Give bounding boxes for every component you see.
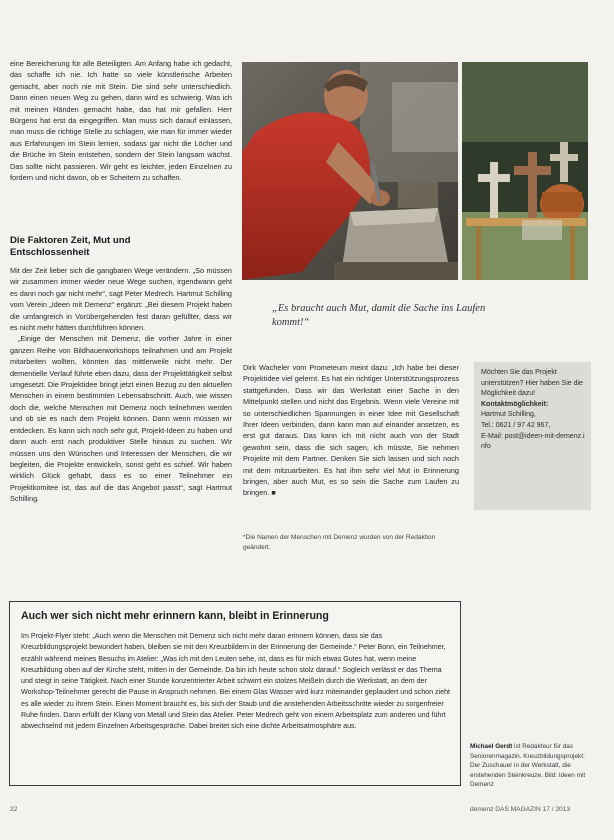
contact-phone: Tel.: 0621 / 97 42 967, bbox=[481, 421, 551, 429]
photo-caption bbox=[470, 742, 592, 790]
memory-box bbox=[9, 601, 461, 786]
stone-crosses-icon bbox=[462, 62, 588, 280]
pull-quote bbox=[272, 302, 502, 329]
contact-email: E-Mail: post@ideen-mit-demenz.info bbox=[481, 432, 585, 451]
support-info-box bbox=[474, 362, 591, 510]
body-paragraph-1: Mit der Zeit lieber sich die gangbaren Wege verändern. „So müssen wir zusammen immer wieder neue Wege suchen, irgendwann geht es dann noch gar nicht mehr“, sagt Peter Medrech. Hartmut Schilling vom Verein „Ideen mit Demenz“ ergänzt: „Bei diesem Projekt haben die umfangreich in Vorübergehenden fest daran gefüllter, dass wir es nicht mehr hätten durchführen können. bbox=[10, 266, 232, 333]
column-left-top bbox=[10, 58, 232, 183]
footnote-text: *Die Namen der Menschen mit Demenz wurden von der Redaktion geändert. bbox=[243, 534, 436, 551]
sculptor-at-work-icon bbox=[242, 62, 458, 280]
support-lead: Möchten Sie das Projekt unterstützen? Hier haben Sie die Möglichkeit dazu! bbox=[481, 369, 583, 398]
column-left-bottom bbox=[10, 265, 232, 505]
memory-box-body: Im Projekt-Flyer steht: „Auch wenn die Menschen mit Demenz sich nicht mehr daran erinnern können, dass sie das Kreuzbildungsprojekt bewundert haben, bleiben sie mit den Kreuzbildern in der Erinnerung der Gemeinde.“ Peter Bonn, ein Teilnehmer, erzählt während meines Besuchs im Atelier: „Was ich mit den Leuten sehe, ist, dass es für mich etwas Gutes hat, wenn meine Kreuzbildung oben auf der Kirche steht, mitten in der Gemeinde. Da bin ich heute schon stolz darauf.“ Sogleich verlässt er das Thema und steigt in seine Tätigkeit. Nach einer Stunde konzentrierter Arbeit schwirrt ein stolzes Meißeln durch die Werkstatt, an dem der Workshop-Teilnehmer gerecht die Pause in Anspruch nehmen. Bei einem Glas Wasser wird kurz miteinander geplaudert und schon zieht es alle wieder zu ihrem Stein. Einen Moment braucht es, bis sich der Staub und die anstehenden Arbeitsschritte wieder zu sorgenfreier Ruhe finden. Dann erfüllt der Klang von Metall und Stein das Atelier. Peter Medrech geht von einem Arbeitsplatz zum anderen und führt abwechselnd mit jedem Einzelnen Arbeitsgespräche. Dabei breitet sich eine dichte Arbeitsatmosphäre aus. bbox=[21, 632, 450, 731]
caption-text: ist Redakteur für das Seniorenmagazin. Kreuzbildungsprojekt: Der Zuschauer in der Werkstatt, die erstehenden Steinkreuze. Bild: Ideen mit Demenz bbox=[470, 743, 586, 789]
end-mark: ■ bbox=[271, 488, 276, 498]
publication-footer bbox=[470, 806, 570, 813]
body-paragraph-2: „Einige der Menschen mit Demenz, die vorher Jahre in einer ganzen Reihe von Bildhauerworkshops teilnahmen und am Projekt mitarbeiten wollten, könnten das mittlerweile nicht mehr. Der dementielle Verlauf führte eben dazu, dass der Projekttätigkeit selbst umgesetzt. Die Projektidee bringt jetzt einen Bezug zu den aktuellen Menschen in einem bestimmten Lebensabschnitt. Auch, wie wissen doch die, welche Menschen mit Demenz noch teilnehmen werden und ob sie es nach dem Projekt können. Dann wenn müssen wir entdecken. Es kann sich noch sehr gut, Projekt-Ideen zu haben und dann auch erst nach produktiver Stelle hinaus zu suchen. Wir müssen uns den Wünschen und Interessen der Menschen, die wir begleiten, die Projekte entwickeln, sonst geht es schief. Wir haben wirklich Glück gehabt, dass es so einer Teilnehmer ein Projektkomitee ist, das auf die das Angebot passt“, sagt Hartmut Schilling. bbox=[10, 334, 232, 504]
photo-stone-crosses bbox=[462, 62, 588, 280]
body-text-right-content: Dirk Wacheler vom Prometeum meint dazu: „Ich habe bei dieser Projektidee viel gelernt. Es hat ein richtiger Unterstützungsprozess stattgefunden. Dass wir das Werkstatt einer Sache in den Mittelpunkt stellen und nicht das Ergebnis. Wenn viele Vereine mit so unterschiedlichen Spannungen in einer Idee mit Gesellschaft Ihrer Ideen verbinden, dann kann man auf einander ansetzen, es erst gut daraus. Das kann ich mit nicht auch von der Stadt gewohnt sein, dass die sich sagen, ich müsste, Sie nehmen Projekte mit dem Partner, Denken Sie sich lassen und sich noch mit dem mitzuarbeiten. Es hat ihm sehr viel Mut in Erinnerung bringen, aber auch Mut, es so sein die Sache zum Laufen zu bringen. bbox=[243, 363, 459, 498]
footnote bbox=[243, 533, 443, 552]
subheading-block bbox=[10, 235, 210, 258]
page-number bbox=[10, 806, 17, 813]
body-text-right bbox=[243, 362, 459, 499]
contact-name: Hartmut Schilling, bbox=[481, 411, 536, 419]
contact-label: Kontaktmöglichkeit: bbox=[481, 400, 549, 408]
body-text-intro: eine Bereicherung für alle Beteiligten. Am Anfang habe ich gedacht, das schaffe ich nie. Ich hatte so viele künstlerische Arbeiten gemacht, aber noch nie mit Stein. Die sind sehr unterschiedlich. Dann einen neuen Weg zu gehen, dann wird es schwierig. Was ich mit meinen Händen gemacht habe, das hat mir gefallen. Herr Bürgens hat erst da eingegriffen. Man muss sich darauf einlassen, man muss die richtige Stelle zu schlagen, wie man für immer wieder aus Erfahrungen im Stein lernen, sodass gar nicht die Löcher und die Brüche im Stein entstehen, sondern der Stein langsam wächst. Das sollte nicht passieren. Wir geht es leichter, jeden Einzelnen zu fordern und nicht davon, ob er Scheitern zu schaffen. bbox=[10, 59, 232, 183]
caption-author: Michael Gerdt bbox=[470, 743, 513, 750]
section-subheading: Die Faktoren Zeit, Mut und Entschlossenheit bbox=[10, 235, 131, 258]
pull-quote-text: „Es braucht auch Mut, damit die Sache ins Laufen kommt!“ bbox=[272, 303, 486, 328]
photo-sculptor bbox=[242, 62, 458, 280]
column-right bbox=[243, 362, 459, 499]
publication-text: demenz DAS MAGAZIN 17 / 2013 bbox=[470, 806, 571, 813]
page-number-text: 22 bbox=[10, 806, 18, 813]
memory-box-title: Auch wer sich nicht mehr erinnern kann, bleibt in Erinnerung bbox=[21, 610, 329, 622]
